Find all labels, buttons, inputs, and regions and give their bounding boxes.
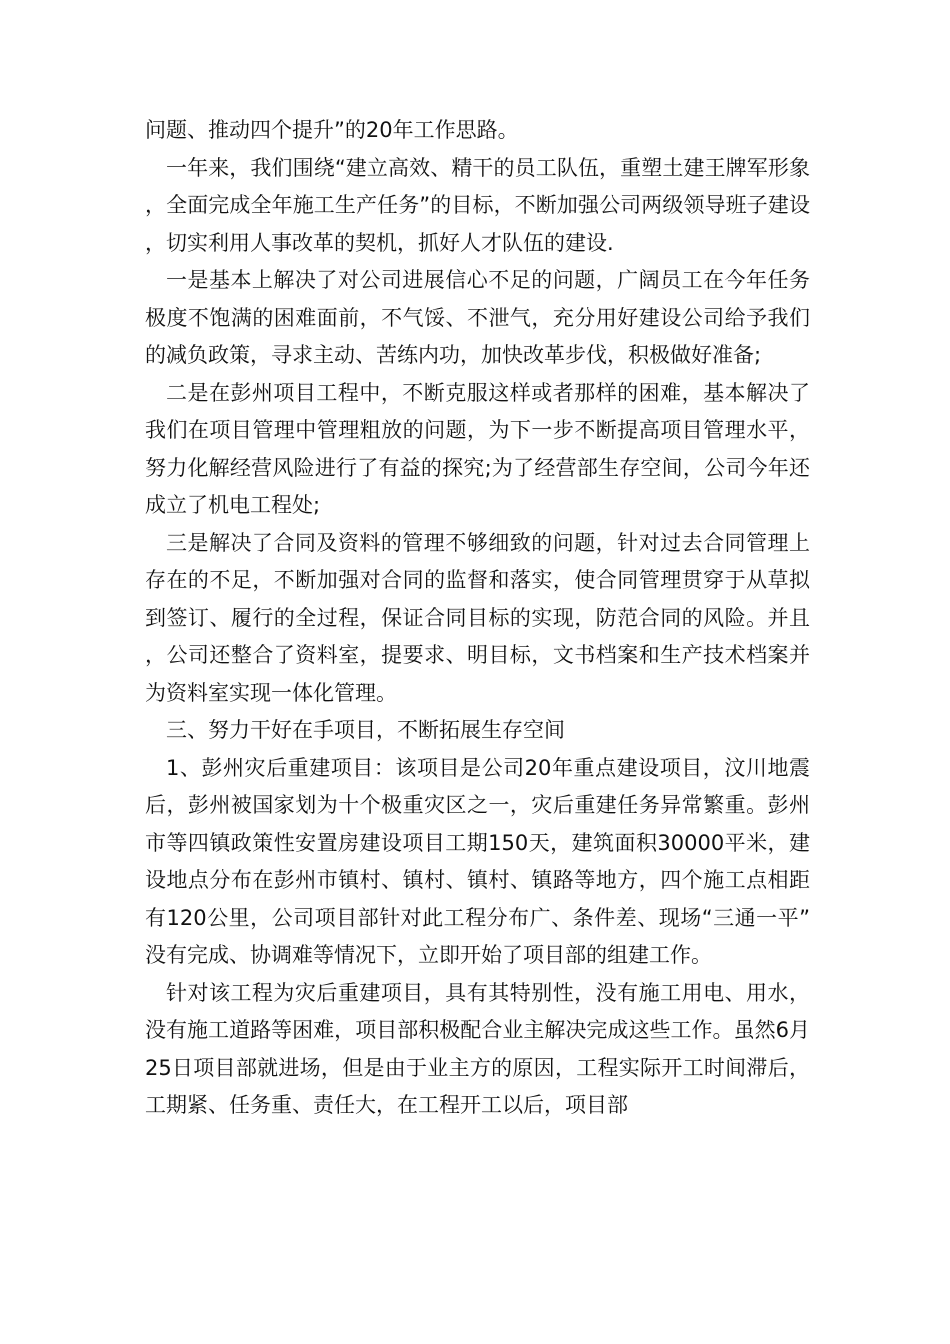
paragraph-7: 1、彭州灾后重建项目：该项目是公司20年重点建设项目，汶川地震后，彭州被国家划为十个极重灾区之一，灾后重建任务异常繁重。彭州市等四镇政策性安置房建设项目工期150天，建筑面积30000平米，建设地点分布在彭州市镇村、镇村、镇村、镇路等地方，四个施工点相距有120公里，公司项目部针对此工程分布广、条件差、现场“三通一平”没有完成、协调难等情况下，立即开始了项目部的组建工作。 — [145, 755, 810, 967]
paragraph-2: 一年来，我们围绕“建立高效、精干的员工队伍，重塑土建王牌军形象，全面完成全年施工生产任务”的目标，不断加强公司两级领导班子建设，切实利用人事改革的契机，抓好人才队伍的建设. — [145, 155, 810, 255]
paragraph-3: 一是基本上解决了对公司进展信心不足的问题，广阔员工在今年任务极度不饱满的困难面前，不气馁、不泄气，充分用好建设公司给予我们的减负政策，寻求主动、苦练内功，加快改革步伐，积极做好准备; — [145, 268, 810, 367]
paragraph-8: 针对该工程为灾后重建项目，具有其特别性，没有施工用电、用水，没有施工道路等困难，项目部积极配合业主解决完成这些工作。虽然6月25日项目部就进场，但是由于业主方的原因，工程实际开工时间滞后，工期紧、任务重、责任大，在工程开工以后，项目部 — [145, 980, 810, 1117]
document-body — [145, 112, 810, 1125]
section-heading: 三、努力干好在手项目，不断拓展生存空间 — [166, 718, 565, 742]
paragraph-1: 问题、推动四个提升”的20年工作思路。 — [145, 118, 519, 142]
paragraph-4: 二是在彭州项目工程中，不断克服这样或者那样的困难，基本解决了我们在项目管理中管理粗放的问题，为下一步不断提高项目管理水平，努力化解经营风险进行了有益的探究;为了经营部生存空间，公司今年还成立了机电工程处; — [145, 380, 810, 517]
paragraph-5: 三是解决了合同及资料的管理不够细致的问题，针对过去合同管理上存在的不足，不断加强对合同的监督和落实，使合同管理贯穿于从草拟到签订、履行的全过程，保证合同目标的实现，防范合同的风险。并且，公司还整合了资料室，提要求、明目标，文书档案和生产技术档案并为资料室实现一体化管理。 — [145, 530, 810, 705]
